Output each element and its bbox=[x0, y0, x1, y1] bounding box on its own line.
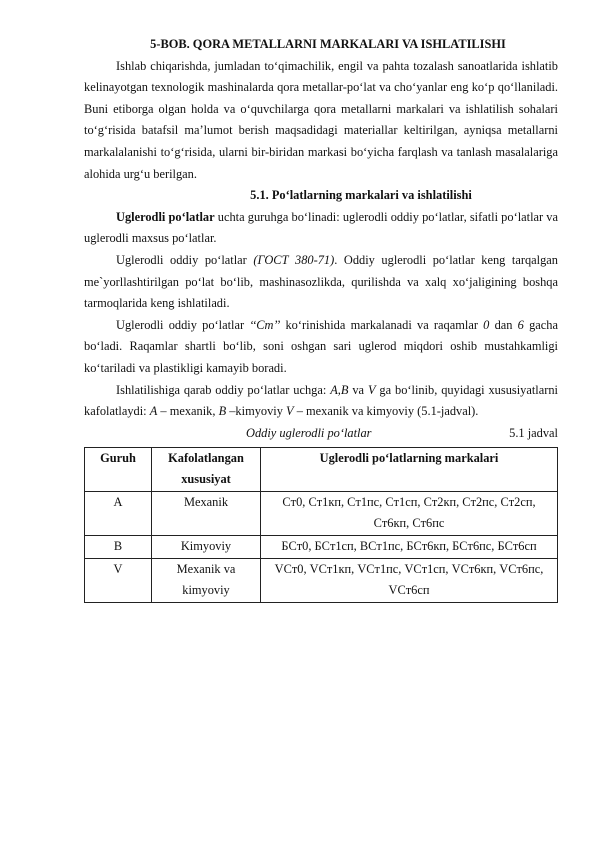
gost-reference: (ГОСТ 380-71) bbox=[253, 252, 335, 267]
table-title: Oddiy uglerodli po‘latlar bbox=[246, 425, 372, 440]
header-group: Guruh bbox=[85, 447, 152, 491]
table-cell: Cт0, Cт1кп, Cт1пс, Cт1сп, Cт2кп, Cт2пс, Cт2сп, Cт6кп, Cт6пс bbox=[261, 491, 558, 535]
intro-paragraph: Ishlab chiqarishda, jumladan to‘qimachilik, engil va pahta tozalash sanoatlarida ishlatib kelinayotgan texnologik mashinalarda qora metallar-po‘lat va cho‘yanlar eng ko‘p qo‘llaniladi. Buni etiborga olgan holda va o‘quvchilarga qora metallarni markalari va ishlatilish sohalari to‘g‘risida batafsil ma’lumot berish maqsadidagi materiallar keltirilgan, ayniqsa metallarni markalalanishi to‘g‘risida, ularni bir-biridan markasi bo‘yicha farqlash va tanlash masalalariga alohida urg‘u berilgan. bbox=[84, 58, 558, 181]
bold-term: Uglerodli po‘latlar bbox=[116, 209, 215, 224]
table-header-row bbox=[85, 447, 558, 491]
table-cell: A bbox=[85, 491, 152, 535]
table-cell: Mexanik bbox=[152, 491, 261, 535]
table-number: 5.1 jadval bbox=[509, 425, 558, 440]
table-cell: VCт0, VCт1кп, VCт1пс, VCт1сп, VCт6кп, VCт6пс, VCт6сп bbox=[261, 558, 558, 602]
table-caption bbox=[84, 423, 558, 445]
table-row bbox=[85, 536, 558, 559]
steel-grades-table bbox=[84, 447, 558, 603]
table-cell: БCт0, БCт1сп, ВCт1пс, БCт6кп, БCт6пс, БCт6сп bbox=[261, 536, 558, 559]
page-content bbox=[84, 34, 558, 603]
chapter-title: 5-BOB. QORA METALLARNI MARKALARI VA ISHLATILISHI bbox=[150, 37, 506, 51]
table-row bbox=[85, 558, 558, 602]
table-row bbox=[85, 491, 558, 535]
table-cell: Kimyoviy bbox=[152, 536, 261, 559]
paragraph-carbon-steels: Uglerodli po‘latlar uchta guruhga bo‘linadi: uglerodli oddiy po‘latlar, sifatli po‘latlar va uglerodli maxsus po‘latlar. bbox=[84, 209, 559, 246]
table-cell: V bbox=[85, 558, 152, 602]
paragraph-gost: Uglerodli oddiy po‘latlar (ГОСТ 380-71). Oddiy uglerodli po‘latlar keng tarqalgan me`yorllashtirilgan po‘lat bo‘lib, mashinasozlikda, qurilishda va xalq xo‘jaligining boshqa tarmoqlarida keng ishlatiladi. bbox=[84, 252, 558, 311]
header-property: Kafolatlangan xususiyat bbox=[152, 447, 261, 491]
table-cell: Mexanik va kimyoviy bbox=[152, 558, 261, 602]
header-grades: Uglerodli po‘latlarning markalari bbox=[261, 447, 558, 491]
section-title: 5.1. Po‘latlarning markalari va ishlatilishi bbox=[250, 188, 472, 203]
paragraph-marking: Uglerodli oddiy po‘latlar ‘‘Cт’’ ko‘rinishida markalanadi va raqamlar 0 dan 6 gacha bo‘ladi. Raqamlar shartli bo‘lib, soni oshgan sari uglerod miqdori oshib mustahkamligi ko‘tariladi va plastikligi kamayib boradi. bbox=[84, 317, 558, 375]
paragraph-groups: Ishlatilishiga qarab oddiy po‘latlar uchga: A,B va V ga bo‘linib, quyidagi xususiyatlarni kafolatlaydi: A – mexanik, B –kimyoviy V – mexanik va kimyoviy (5.1-jadval). bbox=[84, 382, 559, 419]
table-cell: B bbox=[85, 536, 152, 559]
